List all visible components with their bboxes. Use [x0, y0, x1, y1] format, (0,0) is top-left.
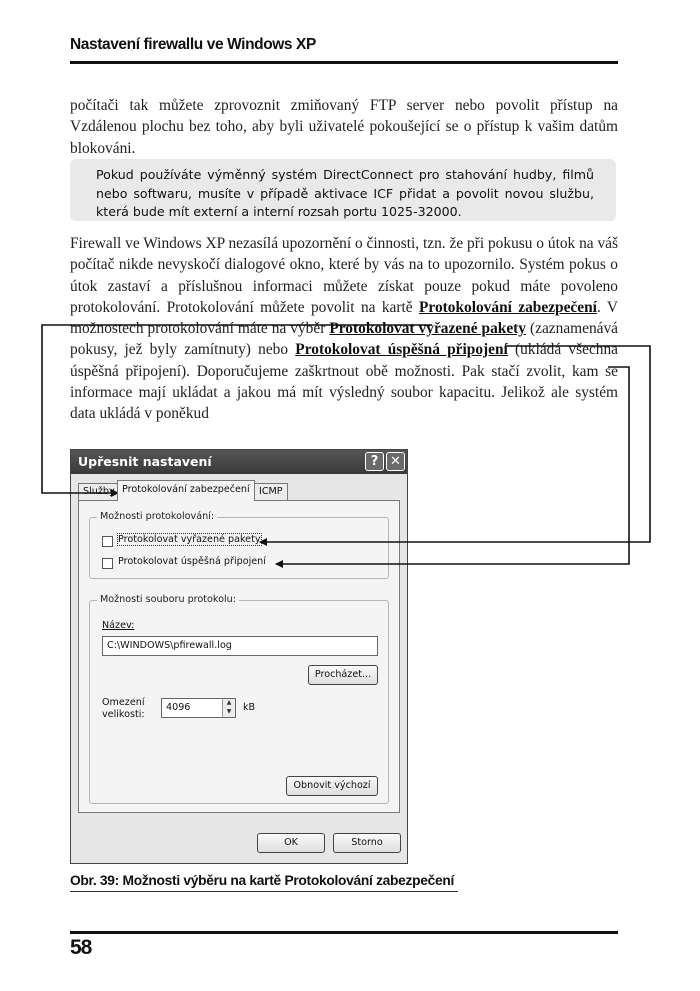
figure-caption: Obr. 39: Možnosti výběru na kartě Protokolování zabezpečení [70, 873, 455, 888]
cancel-button[interactable]: Storno [333, 833, 401, 853]
tab-security-logging[interactable]: Protokolování zabezpečení [117, 480, 255, 501]
keyword-security-logging-tab: Protokolování zabezpečení [418, 298, 597, 316]
footer-rule [70, 931, 618, 934]
logging-options-group [89, 511, 389, 579]
size-limit-label-line1: Omezení [102, 697, 145, 708]
tab-icmp[interactable]: ICMP [254, 483, 288, 500]
spin-down-icon[interactable]: ▼ [222, 708, 235, 717]
keyword-log-successful-connections: Protokolovat úspěšná připojení [295, 341, 508, 359]
log-file-options-group [89, 594, 389, 804]
size-limit-label [102, 697, 145, 721]
log-file-options-legend: Možnosti souboru protokolu: [97, 594, 239, 605]
size-limit-stepper[interactable] [161, 698, 236, 718]
logging-options-legend: Možnosti protokolování: [97, 511, 217, 522]
paragraph-2-part1: Firewall ve Windows XP nezasílá upozornění o činnosti, tzn. že při pokusu o útok na váš počítač nikde nevyskočí dialogové okno, které by vás na to upozornilo. Systém pokus o útok zastaví a příslušnou informaci můžete získat pouze pokud máte povoleno protokolování. Protokolování můžete povolit na kartě [70, 235, 618, 316]
name-label: Název: [102, 620, 135, 631]
log-dropped-packets-label[interactable]: Protokolovat vyřazené pakety [118, 534, 261, 545]
close-icon[interactable]: ✕ [386, 452, 405, 471]
header-rule [70, 61, 618, 64]
paragraph-2-part2: . V možnostech protokolování máte na výběr [70, 298, 618, 338]
spin-up-icon[interactable]: ▲ [222, 699, 235, 708]
paragraph-2-part4: (ukládá všechna úspěšná připojení). Doporučujeme zaškrtnout obě možnosti. Pak stačí zvolit, kam se informace mají ukládat a jakou má mít výsledný soubor kapacitu. Jelikož ale systém data ukládá v poněkud [70, 341, 618, 423]
page-number: 58 [70, 936, 92, 959]
advanced-settings-dialog [70, 449, 408, 864]
ok-button[interactable]: OK [257, 833, 325, 853]
paragraph-1: počítači tak můžete zprovoznit zmiňovaný FTP server nebo povolit přístup na Vzdálenou plochu bez toho, aby byli uživatelé pokoušející se o přístup k vašim datům blokováni. [70, 97, 618, 157]
running-header-title: Nastavení firewallu ve Windows XP [70, 36, 316, 53]
tab-services[interactable]: Služby [78, 483, 120, 500]
log-dropped-packets-checkbox[interactable] [102, 536, 113, 547]
dialog-title: Upřesnit nastavení [78, 454, 212, 469]
tab-panel [78, 500, 400, 813]
help-icon[interactable]: ? [365, 452, 384, 471]
size-unit-label: kB [243, 702, 256, 713]
paragraph-2 [70, 233, 618, 425]
size-limit-value: 4096 [166, 702, 191, 713]
note-box: Pokud používáte výměnný systém DirectConnect pro stahování hudby, filmů nebo softwaru, musíte v případě aktivace ICF přidat a povolit novou službu, která bude mít externí a interní rozsah portu 1025-32000. [70, 159, 616, 221]
size-limit-label-line2: velikosti: [102, 709, 145, 720]
log-successful-connections-checkbox[interactable] [102, 558, 113, 569]
keyword-log-dropped-packets: Protokolovat vyřazené pakety [329, 320, 526, 338]
log-successful-connections-label[interactable]: Protokolovat úspěšná připojení [118, 556, 266, 567]
log-path-input[interactable]: C:\WINDOWS\pfirewall.log [102, 636, 378, 656]
caption-rule [70, 891, 458, 892]
dialog-titlebar [71, 450, 407, 474]
paragraph-2-part3: (zaznamenává pokusy, jež byly zamítnuty) nebo [70, 320, 619, 359]
restore-defaults-button[interactable]: Obnovit výchozí [286, 776, 378, 796]
browse-button[interactable]: Procházet... [308, 665, 378, 685]
